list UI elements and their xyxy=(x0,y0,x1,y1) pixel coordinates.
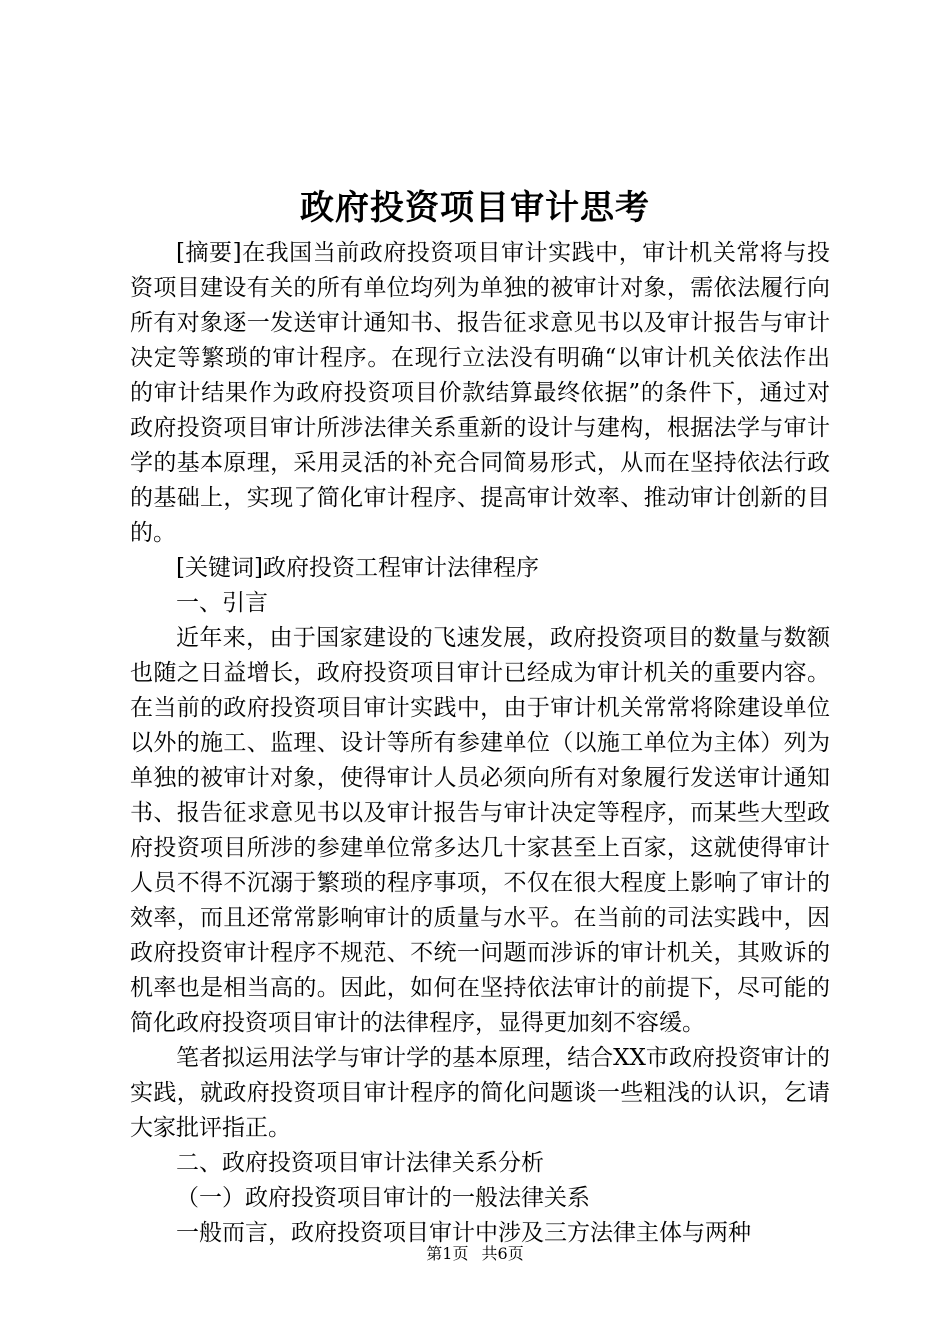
abstract-paragraph: [摘要]在我国当前政府投资项目审计实践中，审计机关常将与投资项目建设有关的所有单位均列为单独的被审计对象，需依法履行向所有对象逐一发送审计通知书、报告征求意见书以及审计报告与审计决定等繁琐的审计程序。在现行立法没有明确“以审计机关依法作出的审计结果作为政府投资项目价款结算最终依据”的条件下，通过对政府投资项目审计所涉法律关系重新的设计与建构，根据法学与审计学的基本原理，采用灵活的补充合同简易形式，从而在坚持依法行政的基础上，实现了简化审计程序、提高审计效率、推动审计创新的目的。 xyxy=(130,240,830,546)
body-paragraph: 笔者拟运用法学与审计学的基本原理，结合XX市政府投资审计的实践，就政府投资项目审计程序的简化问题谈一些粗浅的认识，乞请大家批评指正。 xyxy=(130,1045,830,1141)
page-number: 第1页 xyxy=(426,1244,469,1263)
section-heading-analysis: 二、政府投资项目审计法律关系分析 xyxy=(176,1150,544,1176)
section-heading-introduction: 一、引言 xyxy=(176,590,268,616)
body-paragraph: 一般而言，政府投资项目审计中涉及三方法律主体与两种 xyxy=(176,1220,751,1246)
page-footer xyxy=(0,1244,950,1264)
document-title: 政府投资项目审计思考 xyxy=(300,188,650,228)
page-total: 共6页 xyxy=(481,1244,524,1263)
body-paragraph: 近年来，由于国家建设的飞速发展，政府投资项目的数量与数额也随之日益增长，政府投资项目审计已经成为审计机关的重要内容。在当前的政府投资项目审计实践中，由于审计机关常常将除建设单位以外的施工、监理、设计等所有参建单位（以施工单位为主体）列为单独的被审计对象，使得审计人员必须向所有对象履行发送审计通知书、报告征求意见书以及审计报告与审计决定等程序，而某些大型政府投资项目所涉的参建单位常多达几十家甚至上百家，这就使得审计人员不得不沉溺于繁琐的程序事项，不仅在很大程度上影响了审计的效率，而且还常常影响审计的质量与水平。在当前的司法实践中，因政府投资审计程序不规范、不统一问题而涉诉的审计机关，其败诉的机率也是相当高的。因此，如何在坚持依法审计的前提下，尽可能的简化政府投资项目审计的法律程序，显得更加刻不容缓。 xyxy=(130,625,830,1036)
document-body xyxy=(130,236,830,1251)
subsection-heading: （一）政府投资项目审计的一般法律关系 xyxy=(176,1185,590,1211)
keywords-paragraph: [关键词]政府投资工程审计法律程序 xyxy=(176,555,539,581)
